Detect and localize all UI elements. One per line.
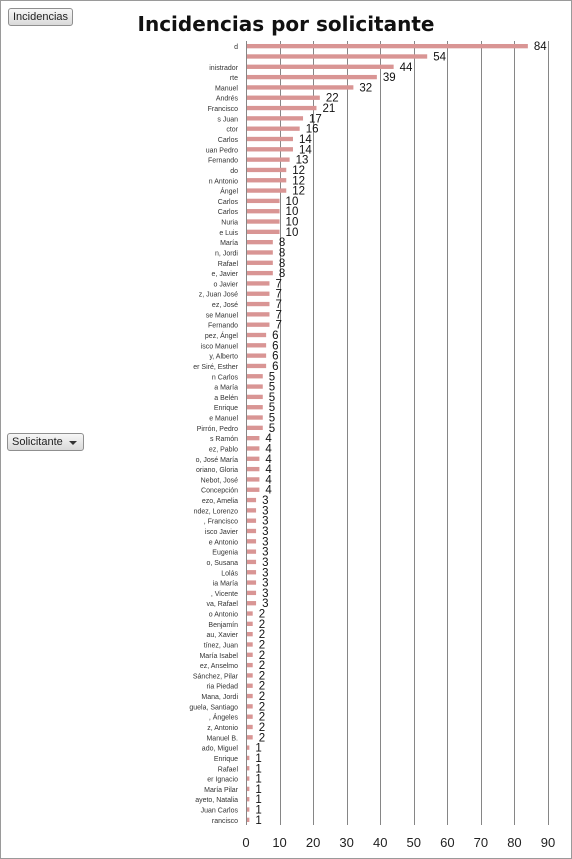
data-label: 8 [278,247,286,260]
data-label: 13 [295,154,309,167]
data-label: 3 [262,505,269,518]
category-label: y, Alberto [209,353,238,361]
bar [247,622,253,626]
data-label: 7 [275,299,282,312]
bar [247,374,263,378]
bar [247,601,256,605]
category-label: ezo, Amelia [201,498,238,506]
category-label: Enrique [213,755,238,763]
data-label: 10 [285,206,299,219]
data-label: 2 [258,691,266,704]
bar [247,776,249,780]
bar [247,591,256,595]
data-label: 1 [255,783,262,796]
bar [247,106,316,110]
data-label: 4 [265,484,272,497]
category-label: o, Susana [206,559,238,567]
category-label: o Antonio [208,611,238,619]
category-label: ndez, Lorenzo [193,508,238,516]
bar [247,611,253,615]
category-label: o, José María [195,456,238,464]
data-label: 3 [262,536,269,549]
category-label: Mana, Jordi [201,694,238,702]
bar [247,539,256,543]
bar [247,147,293,151]
data-label: 2 [258,711,266,724]
category-label: n Antonio [208,178,238,186]
category-label: e, Javier [211,271,238,279]
bar [247,364,266,368]
category-label: e Manuel [209,415,238,423]
data-label: 2 [258,629,266,642]
bar [247,240,273,244]
data-label: 10 [285,195,299,208]
bar [247,467,259,471]
data-label: 2 [258,670,266,683]
category-label: er Siré, Esther [193,363,238,371]
category-label: ctor [226,126,238,134]
bar [247,261,273,265]
data-label: 6 [272,340,279,353]
category-label: uan Pedro [205,147,238,155]
category-label: rte [229,75,238,83]
data-label: 2 [258,660,266,673]
data-label: 10 [285,216,299,229]
bar [247,560,256,564]
data-label: 54 [433,51,446,64]
bar [247,116,303,120]
bar [247,54,427,58]
bar [247,653,253,657]
x-tick-label: 50 [406,835,422,850]
category-label: ez, Pablo [208,446,238,454]
data-label: 3 [262,587,269,600]
category-label: Pirrón, Pedro [196,425,238,433]
x-tick-label: 80 [507,835,522,850]
bar [247,745,249,749]
category-label: tínez, Juan [203,642,238,650]
data-label: 6 [272,330,279,342]
data-label: 7 [275,288,282,301]
bar [247,673,253,677]
category-label: Fernando [208,322,238,330]
category-label: Francisco [207,106,238,114]
bar [247,230,280,234]
data-label: 3 [262,598,269,611]
data-label: 5 [268,371,276,384]
bar [247,704,253,708]
data-label: 4 [265,433,272,446]
bar [247,715,253,719]
category-label: Nebot, José [200,477,238,485]
category-label: Rafael [217,766,238,774]
data-label: 5 [268,391,276,404]
data-label: 2 [258,722,266,734]
data-label: 5 [268,381,276,394]
category-label: er Ignacio [207,776,238,784]
data-label: 2 [258,680,266,693]
bar [247,694,253,698]
data-label: 4 [265,464,272,477]
category-label: María Isabel [199,652,238,660]
bar [247,75,377,79]
data-label: 2 [258,701,266,714]
category-label: d [234,44,238,52]
bar [247,85,353,89]
category-label: e Antonio [208,539,238,547]
bar [247,219,280,223]
bar [247,663,253,667]
category-label: va, Rafael [206,601,238,609]
data-label: 32 [359,82,373,95]
category-label: ria Piedad [206,683,238,691]
bar [247,405,263,409]
data-label: 2 [258,649,266,662]
x-tick-label: 60 [440,835,455,850]
data-label: 12 [292,185,306,198]
x-tick-label: 0 [242,835,250,850]
category-label: Rafael [217,260,238,268]
data-label: 10 [285,226,299,239]
bar [247,498,256,502]
bar [247,684,253,688]
category-label: z, Antonio [207,725,238,732]
category-label: , Ángeles [208,714,238,722]
category-label: Manuel [215,85,238,93]
category-label: , Vicente [210,590,238,598]
bar [247,353,266,357]
data-label: 3 [262,495,269,508]
bar [247,477,259,481]
data-label: 8 [278,268,286,281]
x-tick-label: 10 [272,835,287,850]
bar [247,127,300,131]
bar [247,395,263,399]
data-label: 14 [298,144,312,157]
data-label: 2 [258,639,266,652]
category-label: pez, Ángel [204,333,238,340]
data-label: 2 [258,618,266,631]
category-label: s Ramón [209,436,238,444]
category-label: María [220,240,238,248]
bar [247,766,249,770]
data-label: 7 [275,278,282,291]
x-tick-label: 70 [473,835,489,850]
x-tick-label: 90 [540,835,556,850]
data-label: 3 [262,577,269,590]
data-label: 1 [255,763,262,776]
data-label: 1 [255,794,262,807]
category-label: Fernando [208,157,238,165]
category-label: Lolás [221,570,238,578]
category-label: e Luis [219,229,238,237]
category-label: do [230,167,238,175]
bar [247,508,256,512]
data-label: 4 [265,453,272,466]
bar [247,632,253,636]
bar [247,457,259,461]
category-label: o Javier [213,281,238,289]
category-label: ez, José [211,302,238,310]
bar [247,580,256,584]
bar [247,818,249,822]
data-label: 39 [382,72,396,85]
bar [247,250,273,254]
bar [247,570,256,574]
bar [247,436,259,440]
bar [247,178,286,182]
data-label: 6 [272,360,279,373]
bar [247,302,269,306]
category-label: Manuel B. [206,735,238,743]
category-label: a Belén [214,394,238,402]
data-label: 3 [262,515,269,528]
bar [247,787,249,791]
data-label: 8 [278,257,286,270]
bar [247,446,259,450]
bar [247,157,290,161]
data-label: 2 [258,732,266,745]
bar [247,188,286,192]
category-label: Sánchez, Pilar [192,673,238,681]
category-label: se Manuel [205,312,238,320]
category-label: Nuria [221,219,238,227]
bar [247,292,269,296]
category-label: isco Javier [204,529,238,536]
category-label: z, Juan José [198,291,238,299]
category-label: ez, Anselmo [199,663,238,671]
category-label: Carlos [217,198,238,206]
bar [247,281,269,285]
bar [247,137,293,141]
bar [247,323,269,327]
bar [247,96,320,100]
category-label: ado, Miguel [201,745,238,753]
chart-title: Incidencias por solicitante [137,12,435,36]
data-label: 1 [255,804,262,817]
bar [247,384,263,388]
category-label: Concepción [201,487,238,495]
category-label: a María [214,384,238,392]
data-label: 22 [325,92,339,105]
data-label: 3 [262,556,269,569]
category-label: ia María [212,580,238,588]
data-label: 3 [262,567,269,580]
category-label: Eugenia [212,549,238,557]
bar [247,797,249,801]
data-label: 21 [322,103,336,116]
bar [247,199,280,203]
data-label: 7 [275,309,282,322]
bar [247,756,249,760]
bar [247,333,266,337]
x-tick-label: 20 [305,835,321,850]
bar [247,529,256,533]
bar [247,807,249,811]
category-label: Carlos [217,137,238,144]
bar [247,426,263,430]
bar [247,725,253,729]
data-label: 2 [258,608,266,621]
data-label: 12 [292,175,306,188]
data-label: 4 [265,474,272,487]
data-label: 5 [268,412,276,425]
category-label: Juan Carlos [200,807,238,815]
category-label: s Juan [217,116,238,124]
category-label: guela, Santiago [189,704,238,712]
data-label: 1 [255,742,262,755]
category-label: isco Manuel [200,343,238,351]
data-label: 1 [255,752,262,765]
category-label: n Carlos [211,374,238,382]
data-label: 3 [262,546,269,559]
data-label: 4 [265,443,272,456]
bar [247,271,273,275]
bar [247,488,259,492]
bar [247,209,280,213]
bar [247,415,263,419]
category-label: Andrés [215,95,238,103]
category-label: oriano, Gloria [195,467,238,475]
bar [247,65,394,69]
category-label: Ángel [220,188,238,196]
data-label: 17 [309,113,322,126]
bar [247,735,253,739]
data-label: 7 [275,319,282,332]
values-field-label: Incidencias [13,11,69,23]
row-field-label: Solicitante [12,436,63,448]
x-tick-label: 40 [372,835,388,850]
bar [247,642,253,646]
x-tick-label: 30 [339,835,354,850]
category-label: rancisco [211,817,238,825]
category-label: Carlos [217,209,238,217]
data-label: 8 [278,237,286,250]
category-label: au, Xavier [206,632,238,640]
bar [247,44,528,48]
category-label: inistrador [209,64,238,72]
bar [247,519,256,523]
category-label: n, Jordi [215,250,238,258]
bar [247,549,256,553]
data-label: 16 [305,123,319,136]
category-label: Enrique [213,405,238,413]
data-label: 5 [268,402,276,415]
category-label: Benjamín [208,621,238,629]
data-label: 1 [255,773,262,786]
data-label: 5 [268,422,276,435]
bar [247,168,286,172]
data-label: 12 [292,164,306,177]
bar [247,343,266,347]
data-label: 6 [272,350,279,363]
data-label: 14 [298,134,312,146]
data-label: 44 [399,61,413,74]
bar [247,312,269,316]
data-label: 84 [533,41,547,54]
data-label: 3 [262,526,269,538]
data-label: 1 [255,814,262,827]
category-label: María Pilar [204,786,238,794]
category-label: , Francisco [203,518,238,526]
category-label: ayeto, Natalia [195,797,238,805]
